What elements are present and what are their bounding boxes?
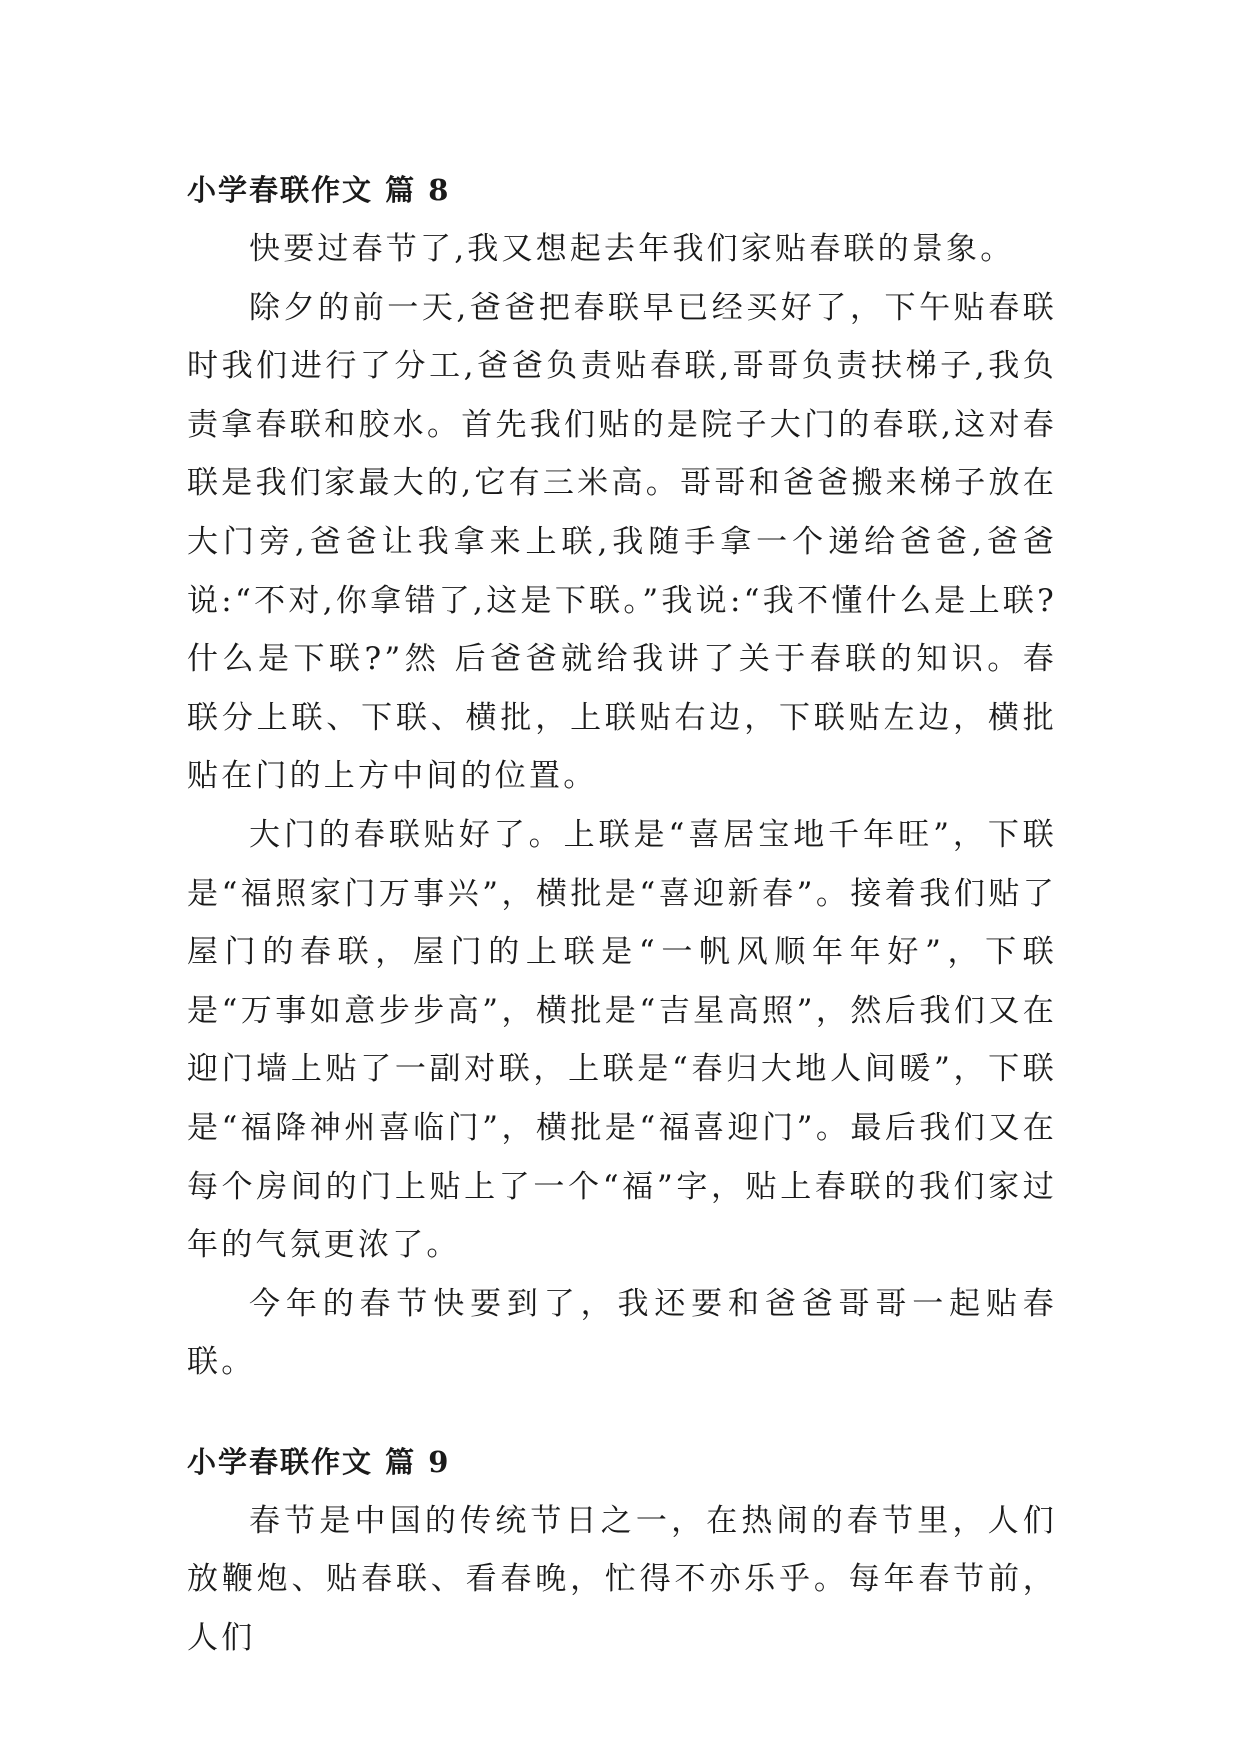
essay-9-paragraph-1: 春节是中国的传统节日之一，在热闹的春节里，人们放鞭炮、贴春联、看春晚，忙得不亦乐乎。每年春节前，人们: [187, 1502, 1057, 1657]
essay-8-paragraph-1: 快要过春节了,我又想起去年我们家贴春联的景象。: [249, 231, 1015, 267]
document-page: [187, 160, 1057, 1668]
essay-8-paragraph-3: 大门的春联贴好了。上联是“喜居宝地千年旺”，下联是“福照家门万事兴”，横批是“喜迎新春”。接着我们贴了屋门的春联，屋门的上联是“一帆风顺年年好”，下联是“万事如意步步高”，横批是“吉星高照”，然后我们又在迎门墙上贴了一副对联，上联是“春归大地人间暖”，下联是“福降神州喜临门”，横批是“福喜迎门”。最后我们又在每个房间的门上贴上了一个“福”字，贴上春联的我们家过年的气氛更浓了。: [187, 816, 1057, 1264]
essay-8: [187, 160, 1057, 1392]
essay-8-title: 小学春联作文 篇 8: [187, 173, 451, 207]
essay-9-title: 小学春联作文 篇 9: [187, 1444, 451, 1479]
essay-9: [187, 1432, 1057, 1668]
essay-8-paragraph-4: 今年的春节快要到了，我还要和爸爸哥哥一起贴春联。: [187, 1285, 1057, 1381]
essay-8-paragraph-2: 除夕的前一天,爸爸把春联早已经买好了，下午贴春联时我们进行了分工,爸爸负责贴春联,哥哥负责扶梯子,我负责拿春联和胶水。首先我们贴的是院子大门的春联,这对春联是我们家最大的,它有三米高。哥哥和爸爸搬来梯子放在大门旁,爸爸让我拿来上联,我随手拿一个递给爸爸,爸爸说:“不对,你拿错了,这是下联。”我说:“我不懂什么是上联?什么是下联?”然 后爸爸就给我讲了关于春联的知识。春联分上联、下联、横批，上联贴右边，下联贴左边，横批贴在门的上方中间的位置。: [187, 289, 1057, 795]
section-spacer: [187, 1392, 1057, 1432]
